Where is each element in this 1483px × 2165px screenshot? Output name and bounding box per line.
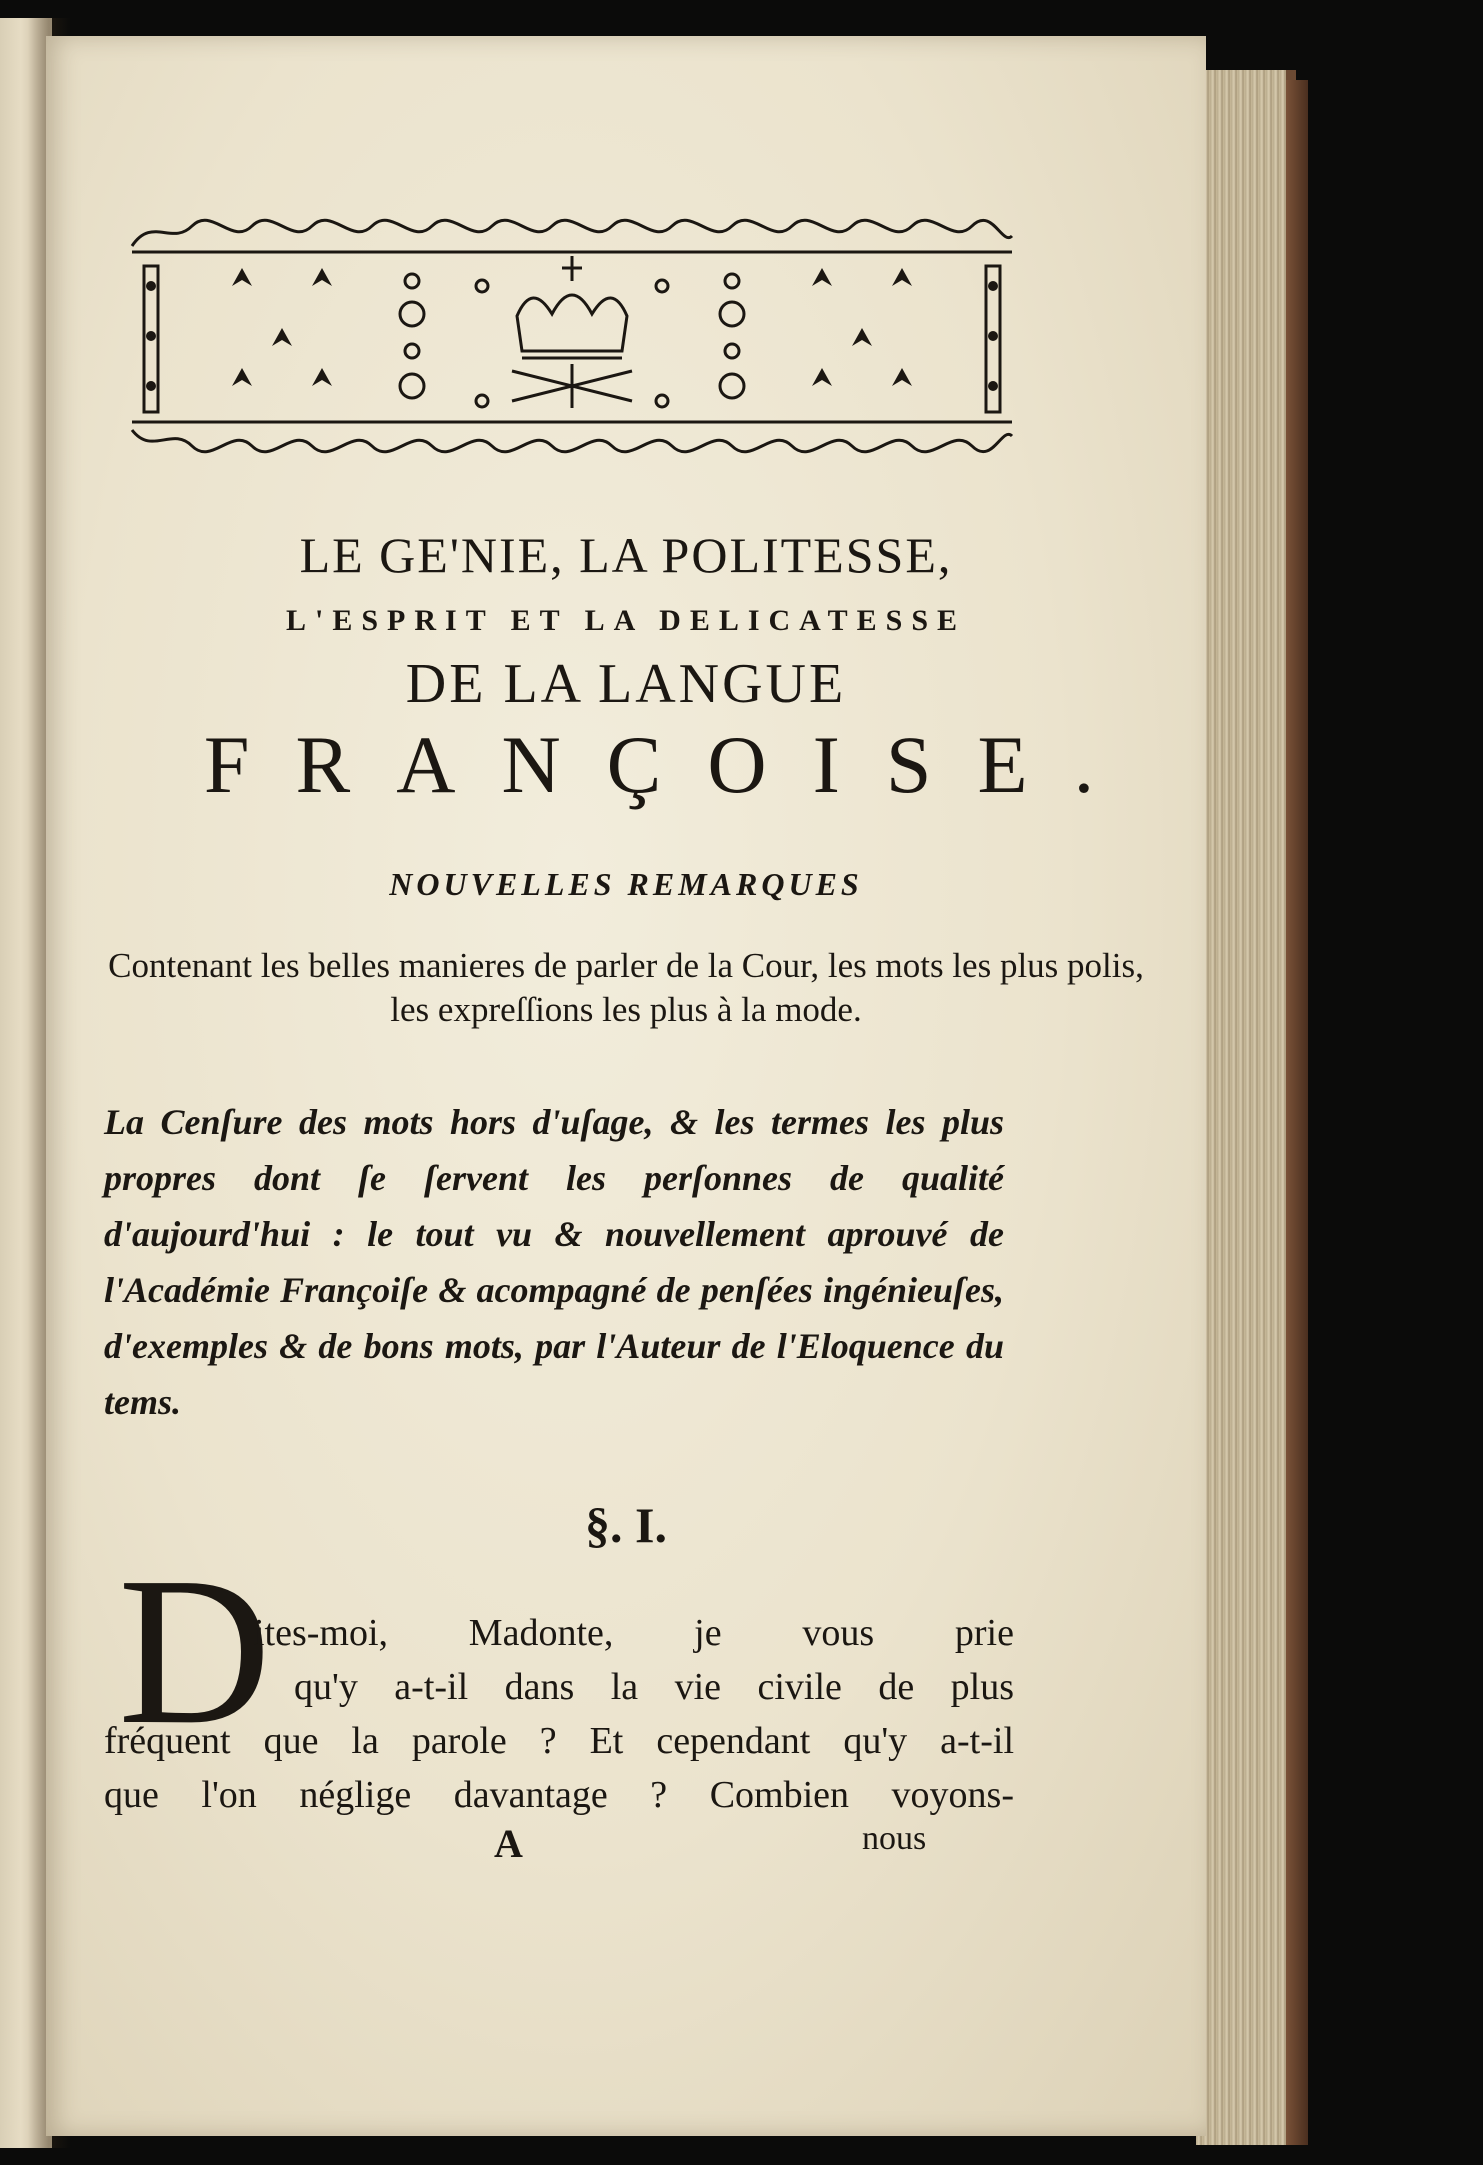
title-line-4: FRANÇOISE. bbox=[203, 719, 1141, 810]
censure-paragraph: La Cenſure des mots hors d'uſage, & les termes les plus propres dont ſe ſervent les perſonnes de qualité d'aujourd'hui : le tout vu & nouvellement aprouvé de l'Académie Françoiſe & acompagné de penſées ingénieuſes, d'exemples & de bons mots, par l'Auteur de l'Eloquence du tems. bbox=[104, 1102, 1004, 1422]
subtitle-paragraph: Contenant les belles manieres de parler de la Cour, les mots les plus polis, les expreſſions les plus à la mode. bbox=[108, 946, 1144, 1029]
title-line-2: L'ESPRIT ET LA DELICATESSE bbox=[285, 604, 967, 637]
body-line-3: fréquent que la parole ? Et cependant qu'y a-t-il bbox=[104, 1720, 1014, 1762]
book-fore-edge bbox=[1196, 70, 1296, 2145]
book-page bbox=[46, 36, 1206, 2136]
body-line-2: qu'y a-t-il dans la vie civile de plus bbox=[294, 1666, 1014, 1708]
section-heading: §. I. bbox=[585, 1497, 667, 1553]
drop-cap: D bbox=[118, 1533, 272, 1768]
title-line-1: LE GE'NIE, LA POLITESSE, bbox=[299, 527, 953, 583]
headpiece-ornament bbox=[122, 186, 1022, 456]
catchword: nous bbox=[862, 1820, 927, 1857]
signature-mark: A bbox=[494, 1821, 523, 1866]
book-cover-edge bbox=[1286, 80, 1308, 2145]
body-text bbox=[104, 1606, 1014, 1822]
title-line-5: NOUVELLES REMARQUES bbox=[389, 866, 863, 902]
body-line-4: que l'on néglige davantage ? Combien voyons- bbox=[104, 1774, 1014, 1816]
body-line-1: ites-moi, Madonte, je vous prie bbox=[254, 1612, 1014, 1654]
title-line-3: DE LA LANGUE bbox=[405, 653, 847, 715]
